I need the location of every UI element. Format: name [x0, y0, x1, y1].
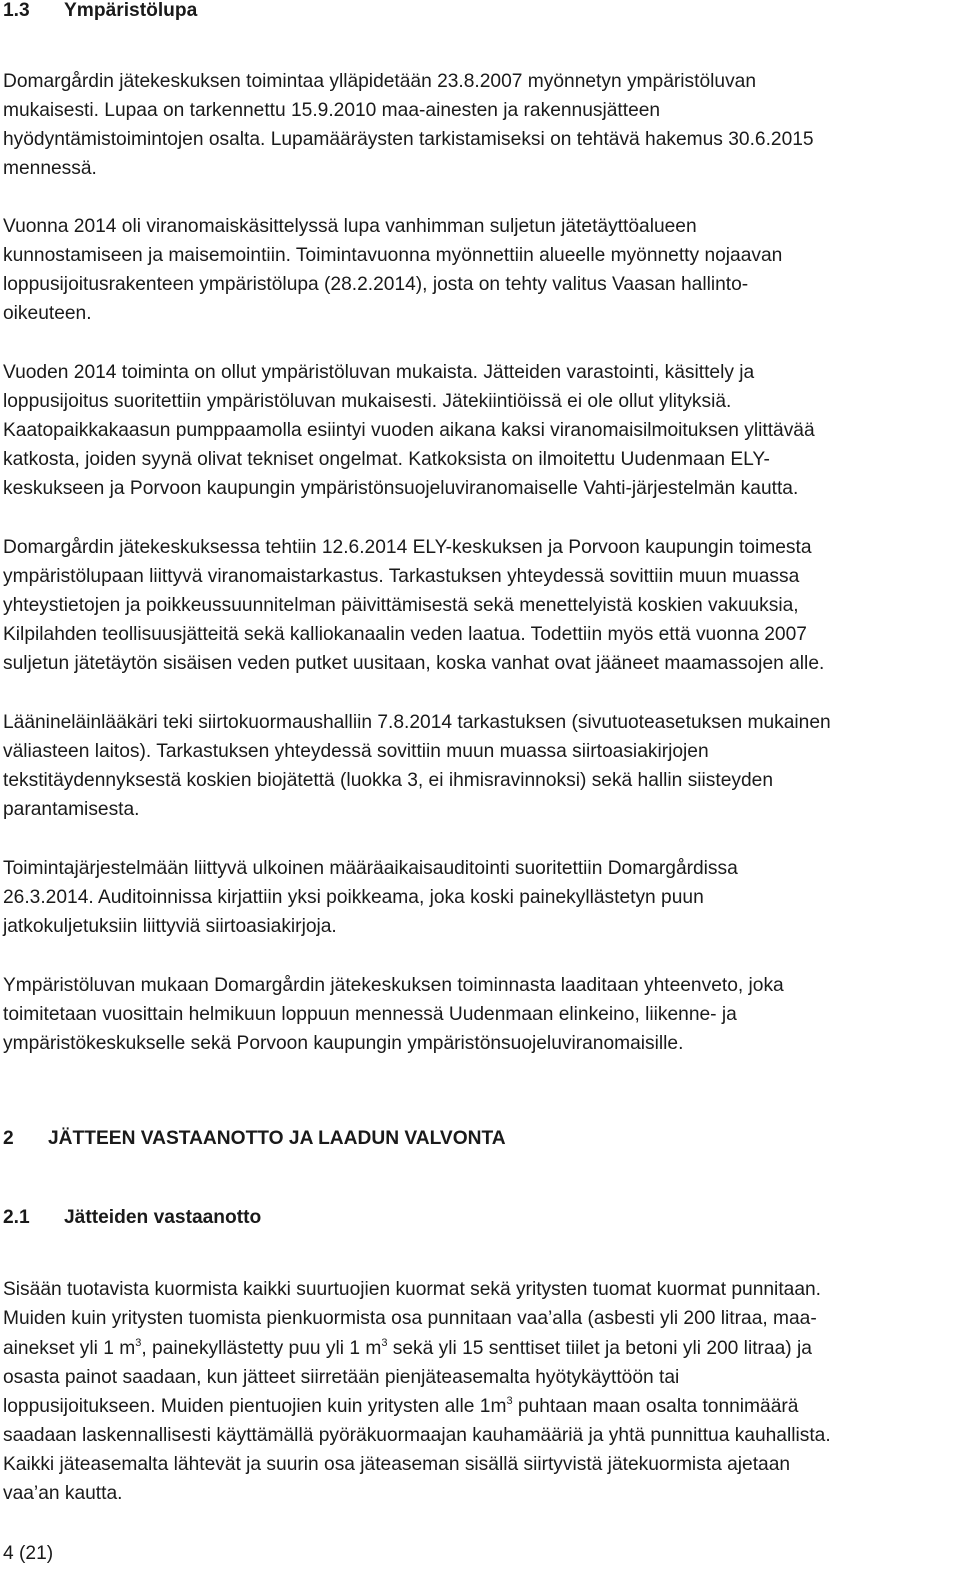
text-run: loppusijoitukseen. Muiden pientuojien kuin yritysten alle 1m — [3, 1396, 507, 1417]
paragraph-line: oikeuteen. — [3, 303, 92, 324]
paragraph-line: saadaan laskennallisesti käyttämällä pyöräkuormaajan kauhamääriä ja yhtä punnittua kauhallista. — [3, 1425, 831, 1446]
superscript: 3 — [506, 1394, 513, 1407]
paragraph-line: mukaisesti. Lupaa on tarkennettu 15.9.2010 maa-ainesten ja rakennusjätteen — [3, 100, 661, 121]
section-title: Jätteiden vastaanotto — [64, 1207, 262, 1228]
text-run: sekä yli 15 senttiset tiilet ja betoni yli 200 litraa) ja — [387, 1338, 812, 1359]
section-heading-2 — [3, 1128, 506, 1150]
section-title: JÄTTEEN VASTAANOTTO JA LAADUN VALVONTA — [48, 1128, 506, 1149]
paragraph-line: Vuoden 2014 toiminta on ollut ympäristöluvan mukaista. Jätteiden varastointi, käsittely ja — [3, 362, 755, 383]
section-heading-1-3 — [3, 0, 197, 22]
paragraph-line: Ympäristöluvan mukaan Domargårdin jätekeskuksen toiminnasta laaditaan yhteenveto, joka — [3, 975, 784, 996]
paragraph-line: katkosta, joiden syynä olivat tekniset ongelmat. Katkoksista on ilmoitettu Uudenmaan ELY- — [3, 449, 770, 470]
paragraph-line: Kaatopaikkakaasun pumppaamolla esiintyi vuoden aikana kaksi viranomaisilmoituksen ylittävää — [3, 420, 815, 441]
paragraph-line: Domargårdin jätekeskuksen toimintaa ylläpidetään 23.8.2007 myönnetyn ympäristöluvan — [3, 71, 757, 92]
paragraph-line: tekstitäydennyksestä koskien biojätettä (luokka 3, ei ihmisravinnoksi) sekä hallin siisteyden — [3, 770, 774, 791]
paragraph-line: Vuonna 2014 oli viranomaiskäsittelyssä lupa vanhimman suljetun jätetäyttöalueen — [3, 216, 697, 237]
paragraph-line: suljetun jätetäytön sisäisen veden putket uusitaan, koska vanhat ovat jääneet maamassojen alle. — [3, 653, 825, 674]
paragraph-line-with-superscripts — [3, 1338, 812, 1360]
section-number: 2.1 — [3, 1207, 30, 1228]
paragraph-line: loppusijoitusrakenteen ympäristölupa (28.2.2014), josta on tehty valitus Vaasan hallinto- — [3, 274, 749, 295]
paragraph-line: mennessä. — [3, 158, 97, 179]
text-run: ainekset yli 1 m — [3, 1338, 136, 1359]
paragraph-line: osasta painot saadaan, kun jätteet siirretään pienjäteasemalta hyötykäyttöön tai — [3, 1367, 680, 1388]
paragraph-line: loppusijoitus suoritettiin ympäristöluvan mukaisesti. Jätekiintiöissä ei ole ollut ylityksiä. — [3, 391, 732, 412]
paragraph-line: vaa’an kautta. — [3, 1483, 123, 1504]
paragraph-line: 26.3.2014. Auditoinnissa kirjattiin yksi poikkeama, joka koski painekyllästetyn puun — [3, 887, 704, 908]
paragraph-line: hyödyntämistoimintojen osalta. Lupamääräysten tarkistamiseksi on tehtävä hakemus 30.6.2015 — [3, 129, 814, 150]
paragraph-line: toimitetaan vuosittain helmikuun loppuun mennessä Uudenmaan elinkeino, liikenne- ja — [3, 1004, 737, 1025]
paragraph-line: Kaikki jäteasemalta lähtevät ja suurin osa jäteaseman sisällä siirtyvistä jätekuormista ajetaan — [3, 1454, 791, 1475]
paragraph-line: parantamisesta. — [3, 799, 140, 820]
paragraph-line: yhteystietojen ja poikkeussuunnitelman päivittämisestä sekä menettelyistä koskien vakuuksia, — [3, 595, 799, 616]
page-number: 4 (21) — [3, 1543, 54, 1564]
section-heading-2-1 — [3, 1207, 261, 1229]
paragraph-line: kunnostamiseen ja maisemointiin. Toimintavuonna myönnettiin alueelle myönnetty nojaavan — [3, 245, 783, 266]
section-number: 2 — [3, 1128, 14, 1149]
paragraph-line: keskukseen ja Porvoon kaupungin ympäristönsuojeluviranomaiselle Vahti-järjestelmän kautta. — [3, 478, 799, 499]
paragraph-line-with-superscript — [3, 1396, 798, 1418]
paragraph-line: ympäristökeskukselle sekä Porvoon kaupungin ympäristönsuojeluviranomaisille. — [3, 1033, 684, 1054]
section-title: Ympäristölupa — [64, 0, 198, 21]
section-number: 1.3 — [3, 0, 30, 21]
text-run: puhtaan maan osalta tonnimäärä — [512, 1396, 799, 1417]
paragraph-line: Muiden kuin yritysten tuomista pienkuormista osa punnitaan vaa’alla (asbesti yli 200 litraa, maa- — [3, 1308, 817, 1329]
paragraph-line: Sisään tuotavista kuormista kaikki suurtuojien kuormat sekä yritysten tuomat kuormat punnitaan. — [3, 1279, 821, 1300]
paragraph-line: Kilpilahden teollisuusjätteitä sekä kalliokanaalin veden laatua. Todettiin myös että vuonna 2007 — [3, 624, 807, 645]
paragraph-line: Domargårdin jätekeskuksessa tehtiin 12.6.2014 ELY-keskuksen ja Porvoon kaupungin toimesta — [3, 537, 812, 558]
paragraph-line: Toimintajärjestelmään liittyvä ulkoinen määräaikaisauditointi suoritettiin Domargårdissa — [3, 858, 738, 879]
paragraph-line: ympäristölupaan liittyvä viranomaistarkastus. Tarkastuksen yhteydessä sovittiin muun muassa — [3, 566, 800, 587]
superscript: 3 — [135, 1336, 142, 1349]
paragraph-line: Läänineläinlääkäri teki siirtokuormaushalliin 7.8.2014 tarkastuksen (sivutuoteasetuksen mukainen — [3, 712, 831, 733]
paragraph-line: jatkokuljetuksiin liittyviä siirtoasiakirjoja. — [3, 916, 337, 937]
superscript: 3 — [381, 1336, 388, 1349]
paragraph-line: väliasteen laitos). Tarkastuksen yhteydessä sovittiin muun muassa siirtoasiakirjojen — [3, 741, 709, 762]
text-run: , painekyllästetty puu yli 1 m — [141, 1338, 382, 1359]
